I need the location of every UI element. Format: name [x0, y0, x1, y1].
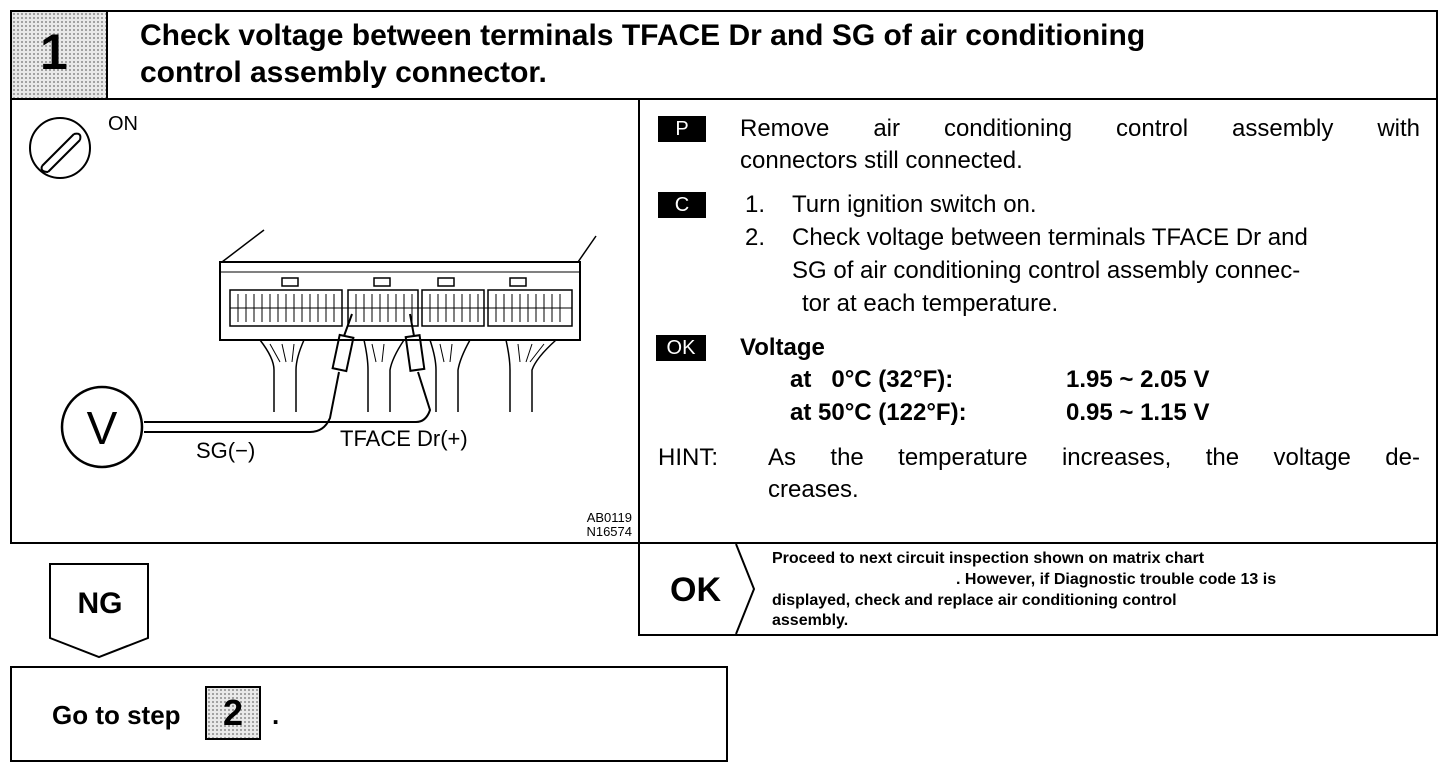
ok-result-line2: . However, if Diagnostic trouble code 13 is [956, 571, 1277, 588]
step-title-line1: Check voltage between terminals TFACE Dr and SG of air conditioning [140, 19, 1146, 52]
voltage-row2-value: 0.95 ~ 1.15 V [1066, 399, 1210, 426]
voltage-row1-value: 1.95 ~ 2.05 V [1066, 366, 1210, 393]
voltmeter-symbol: V [86, 402, 118, 454]
panel-divider [638, 100, 640, 542]
c-step2-number: 2. [745, 224, 766, 251]
figure-code-line2: N16574 [586, 524, 632, 539]
goto-step-period: . [272, 700, 280, 730]
ignition-on-label: ON [108, 113, 138, 135]
figure-code-line1: AB0119 [586, 510, 632, 525]
ok-result-label: OK [670, 571, 721, 609]
ok-tag: OK [656, 335, 706, 361]
c-tag: C [658, 192, 706, 218]
hint-line2: creases. [768, 476, 859, 503]
c-step2-line1: Check voltage between terminals TFACE Dr and [792, 224, 1308, 251]
p-text-line2: connectors still connected. [740, 147, 1023, 174]
step-number: 1 [40, 24, 68, 80]
voltage-row2-temp: at 50°C (122°F): [790, 399, 967, 426]
probe-sg [144, 314, 353, 432]
c-step1-number: 1. [745, 191, 766, 218]
p-text-line1: Remove air conditioning control assembly with [740, 115, 1420, 142]
ok-arrow [732, 544, 762, 634]
ignition-key-icon [30, 118, 90, 178]
ok-result-line3: displayed, check and replace air conditioning control [772, 592, 1177, 609]
ng-result-label: NG [77, 587, 123, 620]
ok-result-line4: assembly. [772, 612, 849, 629]
voltage-title: Voltage [740, 334, 825, 361]
step-title-line2: control assembly connector. [140, 56, 547, 89]
voltage-row1-temp: at 0°C (32°F): [790, 366, 954, 393]
c-step2-line3: tor at each temperature. [802, 290, 1059, 317]
connector-diagram [12, 100, 638, 542]
hint-line1: As the temperature increases, the voltage de- [768, 444, 1420, 471]
c-step2-line2: SG of air conditioning control assembly connec- [792, 257, 1301, 284]
sg-probe-label: SG(−) [196, 438, 256, 463]
tface-probe-label: TFACE Dr(+) [340, 426, 468, 451]
goto-step-number[interactable]: 2 [222, 692, 244, 733]
p-tag: P [658, 116, 706, 142]
c-step1-text: Turn ignition switch on. [792, 191, 1037, 218]
hint-label: HINT: [658, 444, 718, 471]
goto-step-text: Go to step [52, 700, 181, 730]
probe-tface [144, 314, 430, 422]
ok-result-line1: Proceed to next circuit inspection shown on matrix chart [772, 550, 1205, 567]
